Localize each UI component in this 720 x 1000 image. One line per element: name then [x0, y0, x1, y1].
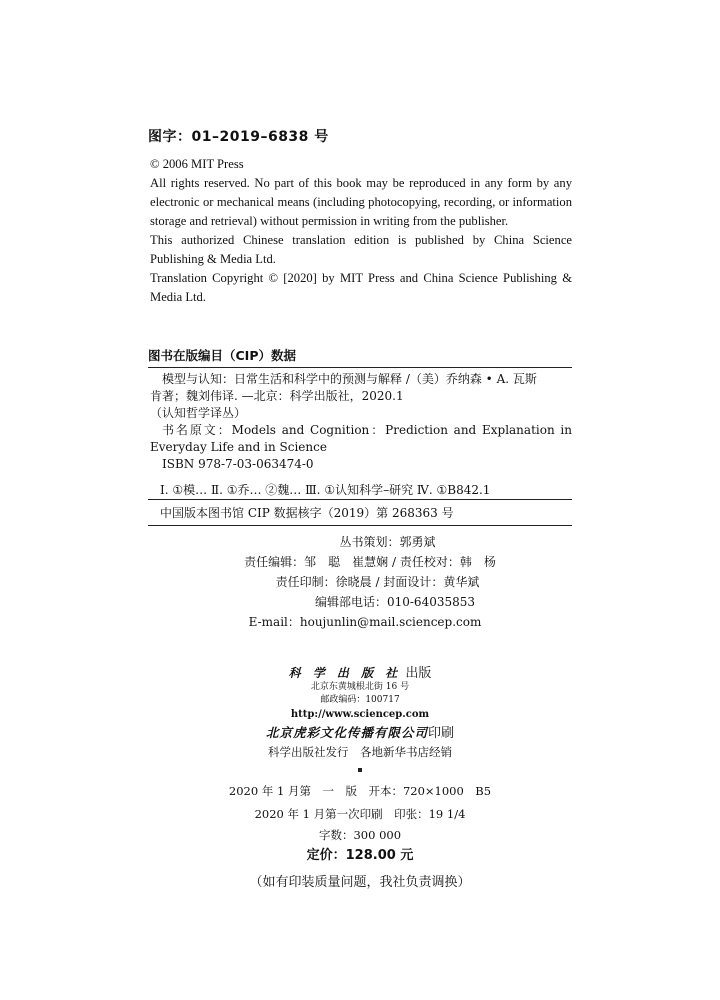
separator-dot [358, 768, 362, 772]
distribution-line: 科学出版社发行 各地新华书店经销 [268, 745, 452, 759]
cip-series-line: （认知哲学译丛） [150, 406, 247, 420]
cip-translator-publisher-line: 肯著；魏刘伟译. —北京：科学出版社，2020.1 [150, 389, 404, 403]
print-design-line: 责任印制：徐晓晨 / 封面设计：黄华斌 [275, 575, 480, 589]
edition-line: 2020 年 1 月第 一 版 开本：720×1000 B5 [228, 784, 492, 798]
publisher-url: http://www.sciencep.com [290, 709, 430, 720]
registration-number: 图字：01–2019–6838 号 [148, 129, 329, 145]
price: 定价：128.00 元 [306, 848, 414, 863]
editorial-phone: 编辑部电话：010-64035853 [314, 595, 476, 609]
cip-original-title: 书名原文：Models and Cognition：Prediction and Explanation in Everyday Life and in Science [150, 423, 572, 454]
copyright-line: © 2006 MIT Press [150, 157, 244, 171]
cip-top-rule [148, 367, 572, 368]
printer-suffix: 印刷 [428, 726, 455, 741]
editorial-email: E-mail：houjunlin@mail.sciencep.com [248, 615, 482, 629]
publisher-suffix: 出版 [405, 666, 432, 681]
defect-exchange-note: （如有印装质量问题，我社负责调换） [249, 875, 471, 890]
publisher-block [0, 662, 720, 722]
cip-title: 图书在版编目（CIP）数据 [148, 348, 296, 363]
printing-line: 2020 年 1 月第一次印刷 印张：19 1/4 [254, 807, 466, 821]
cip-record [150, 371, 572, 499]
printer-line [0, 722, 720, 741]
publisher-name: 科 学 出 版 社 [288, 666, 402, 680]
publisher-postcode: 邮政编码：100717 [320, 695, 400, 705]
word-count-line: 字数：300 000 [318, 828, 402, 842]
editors-line: 责任编辑：邹 聪 崔慧娴 / 责任校对：韩 杨 [244, 555, 496, 569]
cip-title-author-line: 模型与认知：日常生活和科学中的预测与解释 /（美）乔纳森 • A. 瓦斯 [162, 372, 537, 386]
publisher-name-line [0, 662, 720, 681]
all-rights-reserved: All rights reserved. No part of this book may be reproduced in any form by any electronic or mechanical means (including photocopying, recording, or information storage and retrieval) without permission in writing from the publisher. [150, 176, 572, 228]
cip-classification: Ⅰ. ①模… Ⅱ. ①乔… ②魏… Ⅲ. ①认知科学–研究 Ⅳ. ①B842.1 [160, 483, 491, 497]
cip-isbn: ISBN 978-7-03-063474-0 [162, 457, 314, 471]
cip-middle-rule [148, 499, 572, 500]
translation-copyright: Translation Copyright © [2020] by MIT Press and China Science Publishing & Media Ltd. [150, 271, 572, 304]
cip-bottom-rule [148, 525, 572, 526]
authorized-edition-note: This authorized Chinese translation edition is published by China Science Publishing & Media Ltd. [150, 233, 572, 266]
publisher-address: 北京东黄城根北街 16 号 [310, 682, 410, 692]
printer-name: 北京虎彩文化传播有限公司 [265, 725, 428, 740]
rights-block [150, 155, 572, 307]
cip-check-number: 中国版本图书馆 CIP 数据核字（2019）第 268363 号 [160, 506, 454, 520]
credits-block [0, 532, 720, 632]
series-planner: 丛书策划：郭勇斌 [339, 535, 436, 549]
